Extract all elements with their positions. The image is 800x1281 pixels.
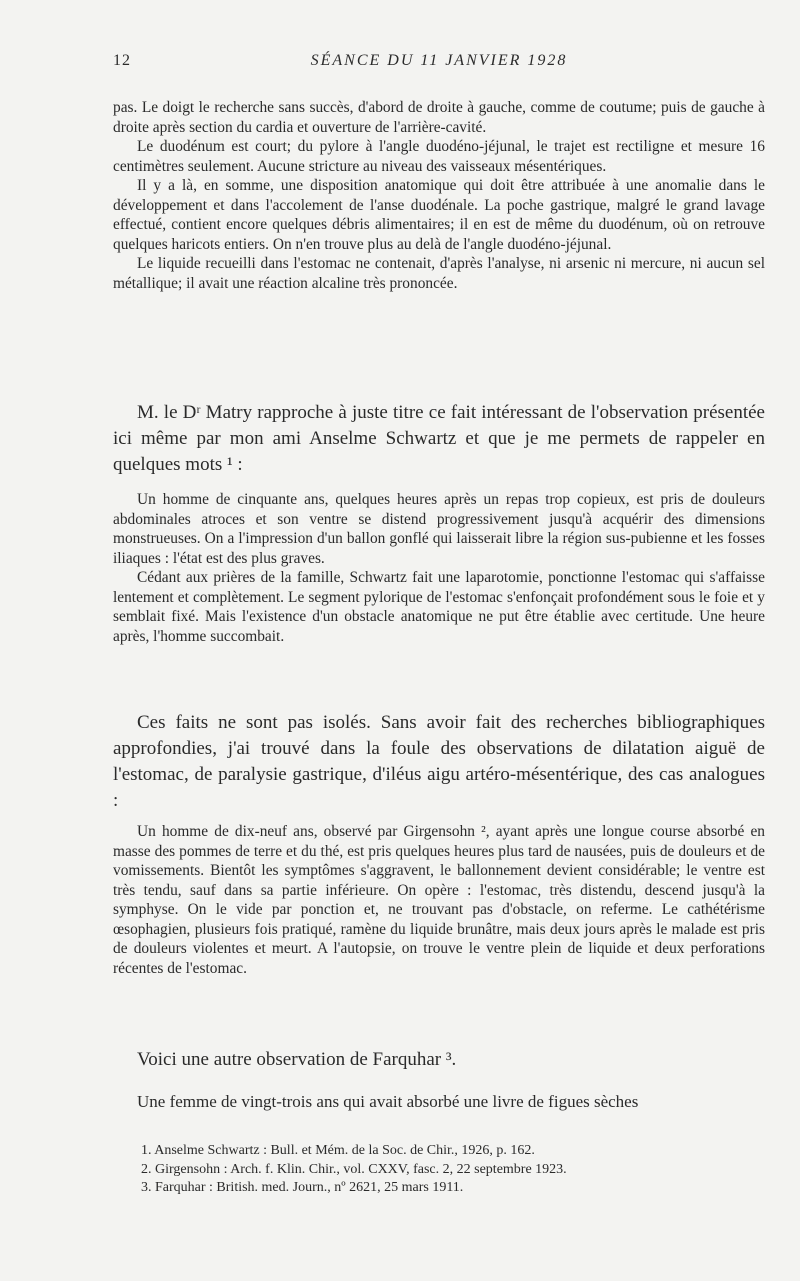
paragraph: pas. Le doigt le recherche sans succès, d'abord de droite à gauche, comme de coutume; puis de gauche à droite après section du cardia et ouverture de l'arrière-cavité.: [113, 99, 765, 136]
paragraph: Ces faits ne sont pas isolés. Sans avoir fait des recherches bibliographiques approfondies, j'ai trouvé dans la foule des observations de dilatation aiguë de l'estomac, de paralysie gastrique, d'iléus aigu artéro-mésentérique, des cas analogues :: [113, 712, 765, 811]
section-commentary-3: [113, 1047, 765, 1073]
section-commentary-2: [113, 710, 765, 814]
page-number: 12: [113, 52, 131, 69]
paragraph: Il y a là, en somme, une disposition anatomique qui doit être attribuée à une anomalie dans le développement et dans l'accolement de l'anse duodénale. La poche gastrique, malgré le grand lavage effectué, contient encore quelques débris alimentaires; il en est de même du duodénum, où on retrouve quelques haricots entiers. On n'en trouve plus au delà de l'angle duodéno-jéjunal.: [113, 177, 765, 253]
section-farquhar-case: [113, 1089, 765, 1115]
footnotes: [113, 1142, 765, 1198]
footnote: 3. Farquhar : British. med. Journ., nº 2621, 25 mars 1911.: [141, 1180, 464, 1195]
paragraph: Le duodénum est court; du pylore à l'angle duodéno-jéjunal, le trajet est rectiligne et mesure 16 centimètres seulement. Aucune stricture au niveau des vaisseaux mésentériques.: [113, 138, 765, 175]
paragraph: Voici une autre observation de Farquhar ³.: [137, 1049, 457, 1070]
paragraph: Un homme de dix-neuf ans, observé par Girgensohn ², ayant après une longue course absorbé en masse des pommes de terre et du thé, est pris quelques heures plus tard de nausées, puis de douleurs et de vomissements. Bientôt les symptômes s'aggravent, le ballonnement devient considérable; le ventre est très tendu, sauf dans sa partie inférieure. On opère : l'estomac, très distendu, descend jusqu'à la symphyse. On le vide par ponction et, ne trouvant pas d'obstacle, on referme. Le cathétérisme œsophagien, plusieurs fois pratiqué, ramène du liquide brunâtre, mais deux jours après le malade est pris de douleurs violentes et meurt. A l'autopsie, on trouve le ventre plein de liquide et deux perforations récentes de l'estomac.: [113, 823, 765, 977]
section-girgensohn-case: [113, 822, 765, 978]
paragraph: Un homme de cinquante ans, quelques heures après un repas trop copieux, est pris de douleurs abdominales atroces et son ventre se distend progressivement jusqu'à acquérir des dimensions monstrueuses. On a l'impression d'un ballon gonflé qui laisserait libre la région sus-pubienne et les fosses iliaques : l'état est des plus graves.: [113, 491, 765, 567]
footnote: 1. Anselme Schwartz : Bull. et Mém. de la Soc. de Chir., 1926, p. 162.: [141, 1143, 535, 1158]
section-schwartz-case: [113, 490, 765, 646]
paragraph: M. le Dʳ Matry rapproche à juste titre ce fait intéressant de l'observation présentée ici même par mon ami Anselme Schwartz et que je me permets de rappeler en quelques mots ¹ :: [113, 402, 765, 475]
footnote: 2. Girgensohn : Arch. f. Klin. Chir., vol. CXXV, fasc. 2, 22 septembre 1923.: [141, 1161, 567, 1177]
running-title: SÉANCE DU 11 JANVIER 1928: [310, 52, 568, 69]
section-commentary-1: [113, 400, 765, 478]
section-case-end: [113, 98, 765, 293]
paragraph: Le liquide recueilli dans l'estomac ne contenait, d'après l'analyse, ni arsenic ni mercure, ni aucun sel métallique; il avait une réaction alcaline très prononcée.: [113, 255, 765, 292]
paragraph: Cédant aux prières de la famille, Schwartz fait une laparotomie, ponctionne l'estomac qui s'affaisse lentement et complètement. Le segment pylorique de l'estomac s'enfonçait profondément sous le foie et y semblait fixé. Mais l'existence d'un obstacle anatomique ne put être établie avec certitude. Une heure après, l'homme succombait.: [113, 569, 765, 645]
paragraph: Une femme de vingt-trois ans qui avait absorbé une livre de figues sèches: [137, 1092, 639, 1111]
